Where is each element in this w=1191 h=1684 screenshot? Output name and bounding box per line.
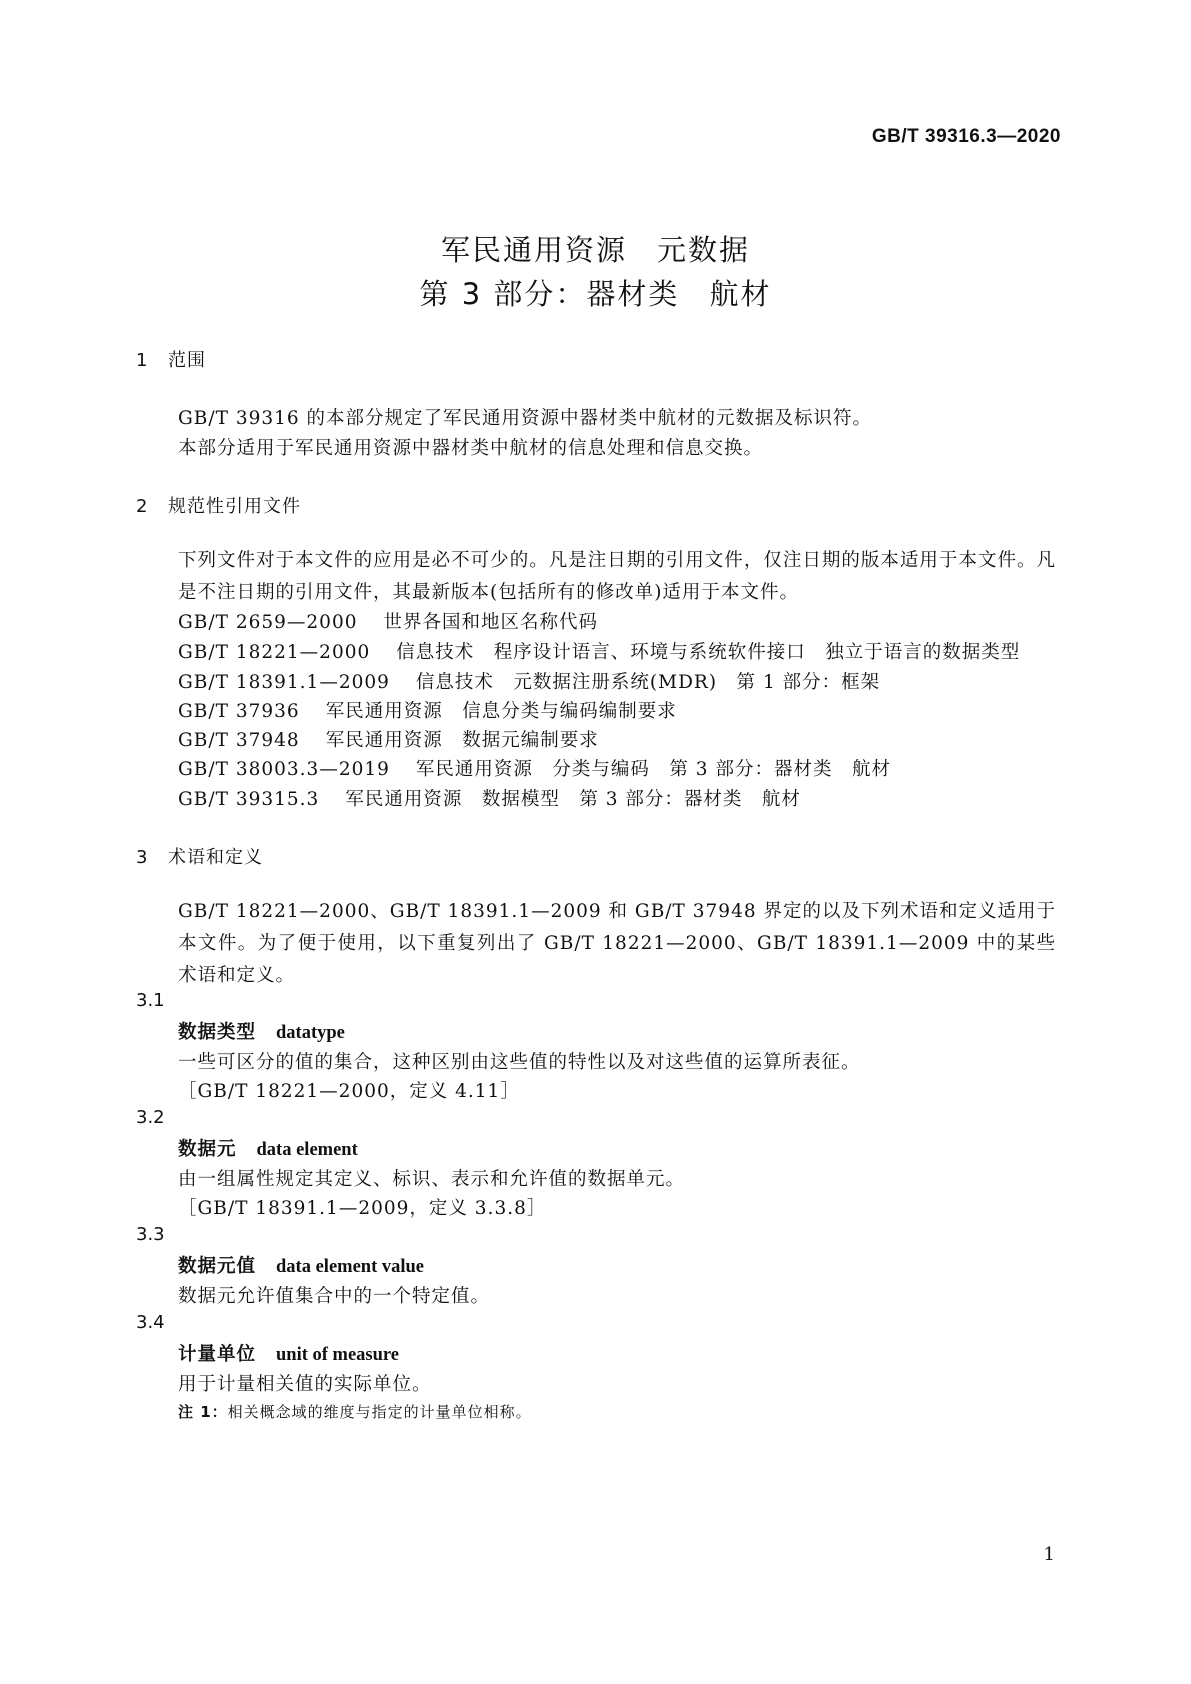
term-definition: 用于计量相关值的实际单位。 [178, 1374, 432, 1395]
reference-title: 信息技术 元数据注册系统(MDR) 第 1 部分：框架 [415, 672, 881, 693]
reference-item [178, 638, 1020, 664]
reference-title: 信息技术 程序设计语言、环境与系统软件接口 独立于语言的数据类型 [396, 642, 1021, 663]
term-name [178, 1135, 358, 1161]
term-source: ［GB/T 18391.1—2009，定义 3.3.8］ [178, 1198, 547, 1219]
title-part: 元数据 [657, 233, 751, 267]
reference-item [178, 697, 677, 723]
reference-code: GB/T 39315.3 [178, 789, 320, 810]
paragraph-text: GB/T 18221—2000、GB/T 18391.1—2009 和 GB/T 37948 界定的以及下列术语和定义适用于本文件。为了便于使用，以下重复列出了 GB/T 18221—2000、GB/T 18391.1—2009 中的某些术语和定义。 [178, 901, 1056, 986]
paragraph [136, 545, 1056, 609]
document-title-line2 [0, 272, 1191, 313]
note-text: 相关概念域的维度与指定的计量单位相称。 [227, 1403, 532, 1421]
title-part: 第 3 部分：器材类 [419, 277, 680, 311]
term-note [178, 1401, 532, 1422]
title-part: 军民通用资源 [440, 233, 627, 267]
term-zh: 数据元 [178, 1139, 237, 1160]
note-label: 注 1： [178, 1403, 228, 1421]
term-number: 3.1 [136, 990, 165, 1011]
paragraph [136, 896, 1056, 992]
term-source: ［GB/T 18221—2000，定义 4.11］ [178, 1081, 520, 1102]
reference-title: 军民通用资源 信息分类与编码编制要求 [325, 701, 677, 722]
section-title: 术语和定义 [168, 847, 263, 868]
term-name [178, 1340, 399, 1366]
section-number: 2 [136, 496, 149, 517]
term-en: datatype [276, 1023, 345, 1043]
term-number: 3.4 [136, 1312, 165, 1333]
reference-item [178, 755, 891, 781]
title-part: 航材 [709, 277, 772, 311]
paragraph-text: 下列文件对于本文件的应用是必不可少的。凡是注日期的引用文件，仅注日期的版本适用于本文件。凡是不注日期的引用文件，其最新版本(包括所有的修改单)适用于本文件。 [178, 550, 1056, 603]
term-definition: 数据元允许值集合中的一个特定值。 [178, 1286, 491, 1307]
section-heading [136, 843, 263, 869]
reference-code: GB/T 37948 [178, 730, 300, 751]
page-number: 1 [1043, 1544, 1055, 1565]
term-en: data element value [276, 1257, 424, 1277]
section-title: 规范性引用文件 [168, 496, 301, 517]
reference-code: GB/T 18221—2000 [178, 642, 371, 663]
reference-code: GB/T 38003.3—2019 [178, 759, 390, 780]
paragraph: GB/T 39316 的本部分规定了军民通用资源中器材类中航材的元数据及标识符。 [178, 408, 873, 429]
section-number: 3 [136, 847, 149, 868]
term-number: 3.2 [136, 1107, 165, 1128]
term-definition: 一些可区分的值的集合，这种区别由这些值的特性以及对这些值的运算所表征。 [178, 1052, 861, 1073]
term-name [178, 1018, 345, 1044]
reference-item [178, 608, 598, 634]
reference-title: 军民通用资源 数据元编制要求 [325, 730, 599, 751]
term-en: data element [256, 1140, 358, 1160]
reference-code: GB/T 2659—2000 [178, 612, 358, 633]
reference-item [178, 726, 599, 752]
reference-item [178, 668, 880, 694]
reference-code: GB/T 18391.1—2009 [178, 672, 390, 693]
document-title-line1 [0, 228, 1191, 269]
standard-code: GB/T 39316.3—2020 [871, 126, 1061, 147]
term-zh: 数据元值 [178, 1256, 257, 1277]
term-en: unit of measure [276, 1345, 400, 1365]
paragraph: 本部分适用于军民通用资源中器材类中航材的信息处理和信息交换。 [178, 438, 764, 459]
reference-code: GB/T 37936 [178, 701, 300, 722]
section-title: 范围 [168, 350, 206, 371]
reference-title: 军民通用资源 分类与编码 第 3 部分：器材类 航材 [415, 759, 891, 780]
term-name [178, 1252, 424, 1278]
section-heading [136, 492, 301, 518]
section-heading [136, 346, 206, 372]
term-zh: 数据类型 [178, 1022, 257, 1043]
reference-title: 世界各国和地区名称代码 [383, 612, 599, 633]
reference-item [178, 785, 801, 811]
term-definition: 由一组属性规定其定义、标识、表示和允许值的数据单元。 [178, 1169, 686, 1190]
term-zh: 计量单位 [178, 1344, 257, 1365]
section-number: 1 [136, 350, 149, 371]
term-number: 3.3 [136, 1224, 165, 1245]
reference-title: 军民通用资源 数据模型 第 3 部分：器材类 航材 [345, 789, 801, 810]
